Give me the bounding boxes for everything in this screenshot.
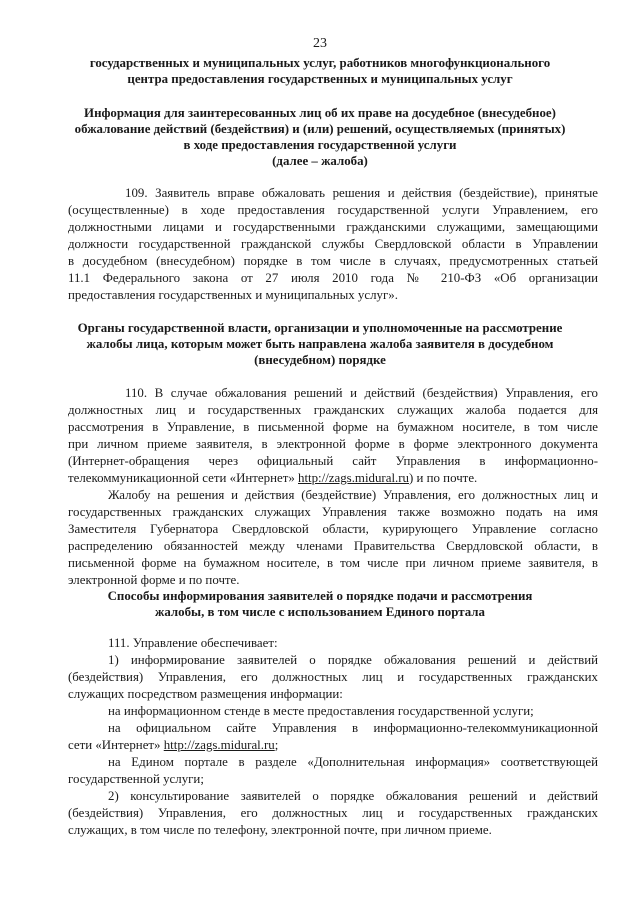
paragraph-line: рассмотрения в Управление, в письменной форме на бумажном носителе, в том числе bbox=[68, 420, 598, 434]
paragraph-line: на Едином портале в разделе «Дополнительная информация» соответствующей bbox=[108, 755, 598, 769]
paragraph-line: должности государственной гражданской службы Свердловской области в Управлении bbox=[68, 237, 598, 251]
paragraph-line bbox=[68, 737, 278, 753]
section-title: Способы информирования заявителей о порядке подачи и рассмотрения bbox=[107, 589, 533, 603]
paragraph-line: 11.1 Федерального закона от 27 июля 2010 года № 210-ФЗ «Об организации bbox=[68, 271, 598, 285]
paragraph-line: государственной услуги; bbox=[68, 772, 204, 786]
section-title: Информация для заинтересованных лиц об их праве на досудебное (внесудебное) bbox=[84, 106, 556, 120]
paragraph-line: 110. В случае обжалования решений и действий (бездействия) Управления, его bbox=[125, 386, 598, 400]
paragraph-line: 2) консультирование заявителей о порядке обжалования решений и действий bbox=[108, 789, 598, 803]
section-title: (далее – жалоба) bbox=[272, 154, 368, 168]
paragraph-line: письменной форме на бумажном носителе, в том числе при личном приеме заявителя, в bbox=[68, 556, 598, 570]
header-line: центра предоставления государственных и муниципальных услуг bbox=[127, 72, 513, 86]
website-link[interactable]: http://zags.midural.ru bbox=[163, 738, 275, 752]
paragraph-line: 111. Управление обеспечивает: bbox=[108, 636, 278, 650]
paragraph-line: распределению обязанностей между членами Правительства Свердловской области, в bbox=[68, 539, 598, 553]
paragraph-line bbox=[68, 470, 477, 486]
paragraph-line: (бездействия) Управления, его должностных лиц и государственных гражданских bbox=[68, 670, 598, 684]
paragraph-line: (бездействия) Управления, его должностных лиц и государственных гражданских bbox=[68, 806, 598, 820]
paragraph-line: служащих, в том числе по телефону, электронной почте, при личном приеме. bbox=[68, 823, 492, 837]
paragraph-line: должностными лицами и государственными гражданскими служащими, замещающими bbox=[68, 220, 598, 234]
section-title: в ходе предоставления государственной услуги bbox=[183, 138, 457, 152]
section-title: обжалование действий (бездействия) и (или) решений, осуществляемых (принятых) bbox=[74, 122, 566, 136]
paragraph-line: (осуществленные) в ходе предоставления государственной услуги Управлением, его bbox=[68, 203, 598, 217]
page-number: 23 bbox=[313, 36, 327, 51]
section-title: жалобы лица, которым может быть направлена жалоба заявителя в досудебном bbox=[86, 337, 554, 351]
section-title: жалобы, в том числе с использованием Единого портала bbox=[155, 605, 485, 619]
paragraph-line: Жалобу на решения и действия (бездействие) Управления, его должностных лиц и bbox=[108, 488, 598, 502]
paragraph-line: государственных гражданских служащих Управления также возможно подать на имя bbox=[68, 505, 598, 519]
paragraph-line: предоставления государственных и муниципальных услуг». bbox=[68, 288, 398, 302]
section-title: Органы государственной власти, организации и уполномоченные на рассмотрение bbox=[77, 321, 563, 335]
text-span: сети «Интернет» bbox=[68, 738, 164, 752]
paragraph-line: на информационном стенде в месте предоставления государственной услуги; bbox=[108, 704, 534, 718]
paragraph-line: должностных лиц и государственных гражданских служащих жалоба подается для bbox=[68, 403, 598, 417]
paragraph-line: служащих посредством размещения информации: bbox=[68, 687, 343, 701]
paragraph-line: при личном приеме заявителя, в электронной форме в форме электронного документа bbox=[68, 437, 598, 451]
paragraph-line: 1) информирование заявителей о порядке обжалования решений и действий bbox=[108, 653, 598, 667]
text-span: ) и по почте. bbox=[408, 471, 478, 485]
paragraph-line: (Интернет-обращения через официальный сайт Управления в информационно- bbox=[68, 454, 598, 468]
website-link[interactable]: http://zags.midural.ru bbox=[298, 471, 409, 485]
header-line: государственных и муниципальных услуг, работников многофункционального bbox=[89, 56, 551, 70]
paragraph-line: в досудебном (внесудебном) порядке в том числе в случаях, предусмотренных статьей bbox=[68, 254, 598, 268]
text-span: ; bbox=[274, 738, 279, 752]
paragraph-line: электронной форме и по почте. bbox=[68, 573, 240, 587]
text-span: телекоммуникационной сети «Интернет» bbox=[68, 471, 298, 485]
paragraph-line: 109. Заявитель вправе обжаловать решения и действия (бездействие), принятые bbox=[125, 186, 598, 200]
paragraph-line: на официальном сайте Управления в информационно-телекоммуникационной bbox=[108, 721, 598, 735]
paragraph-line: Заместителя Губернатора Свердловской области, курирующего Управление согласно bbox=[68, 522, 598, 536]
section-title: (внесудебном) порядке bbox=[254, 353, 386, 367]
